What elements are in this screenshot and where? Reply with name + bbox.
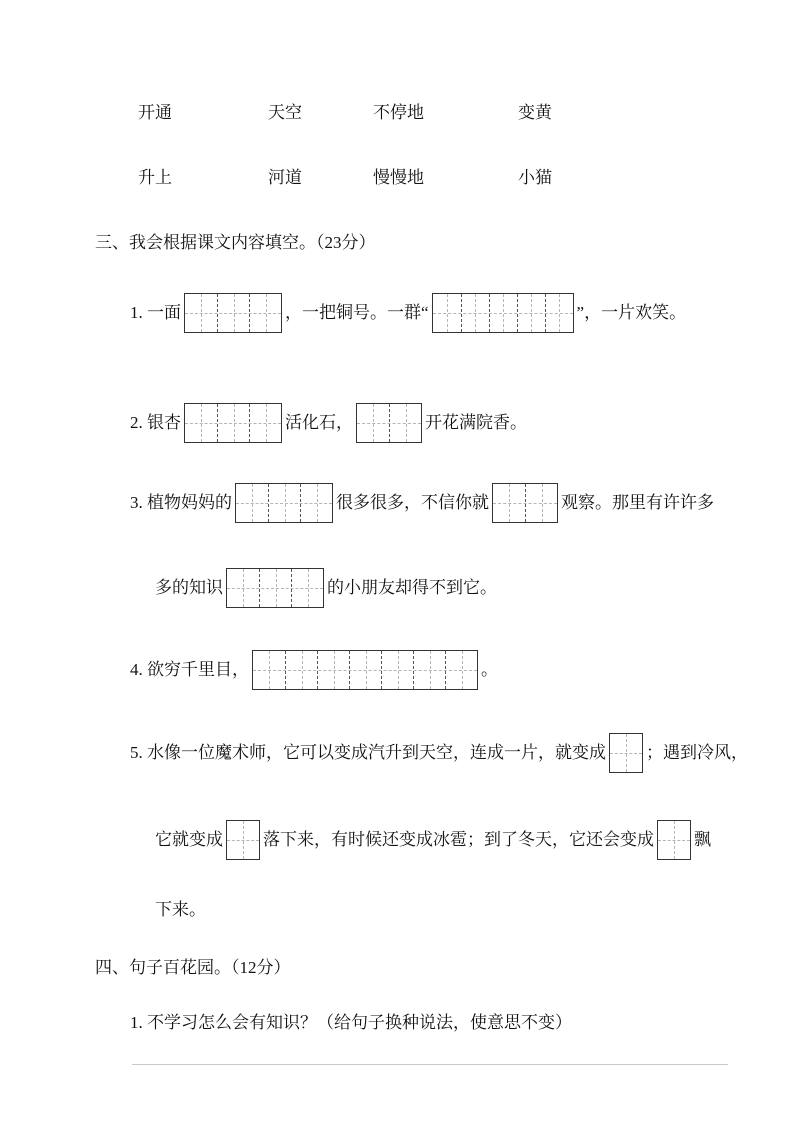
- page-divider: [132, 1064, 728, 1065]
- word: 变黄: [518, 103, 552, 122]
- fill-item-5-line-3: [155, 900, 206, 920]
- word: 开通: [138, 103, 172, 122]
- answer-grid[interactable]: [184, 293, 282, 333]
- section-title: 三、我会根据课文内容填空。（23分）: [95, 233, 376, 252]
- question-text: 活化石，: [285, 412, 353, 432]
- answer-grid[interactable]: [235, 483, 333, 523]
- fill-item-5-line-2: [155, 820, 711, 860]
- question-text: ”，一片欢笑。: [576, 302, 687, 322]
- word: 小猫: [518, 168, 552, 187]
- question-text: 飘: [694, 829, 711, 849]
- question-text: 。: [481, 659, 498, 679]
- word: 慢慢地: [373, 168, 424, 187]
- answer-grid[interactable]: [609, 733, 643, 773]
- question-text: 1. 一面: [130, 302, 181, 322]
- question-text: 它就变成: [155, 829, 223, 849]
- question-text: 5. 水像一位魔术师，它可以变成汽升到天空，连成一片，就变成: [130, 742, 606, 762]
- fill-item-3-line-2: [155, 568, 497, 608]
- question-text: 的小朋友却得不到它。: [327, 577, 497, 597]
- question-text: 很多很多，不信你就: [336, 492, 489, 512]
- question-text: ，一把铜号。一群“: [285, 302, 429, 322]
- answer-grid[interactable]: [226, 568, 324, 608]
- question-text: 4. 欲穷千里目，: [130, 659, 249, 679]
- fill-item-1: [130, 293, 686, 333]
- word-row-1: [138, 103, 552, 123]
- word: 不停地: [373, 103, 424, 122]
- word-row-2: [138, 168, 552, 188]
- question-text: 观察。那里有许许多: [561, 492, 714, 512]
- question-text: 2. 银杏: [130, 412, 181, 432]
- answer-grid[interactable]: [432, 293, 574, 333]
- word: 河道: [268, 168, 302, 187]
- fill-item-3-line-1: [130, 483, 714, 523]
- word: 天空: [268, 103, 302, 122]
- question-text: 下来。: [155, 900, 206, 919]
- answer-grid[interactable]: [492, 483, 558, 523]
- fill-item-4: [130, 650, 498, 690]
- question-text: 开花满院香。: [425, 412, 527, 432]
- answer-grid[interactable]: [356, 403, 422, 443]
- question-text: ；遇到冷风，: [646, 742, 748, 762]
- sentence-item-1: [130, 1013, 572, 1033]
- section3-heading: [95, 233, 376, 253]
- question-text: 3. 植物妈妈的: [130, 492, 232, 512]
- section-title: 四、句子百花园。（12分）: [95, 958, 291, 977]
- question-text: 落下来，有时候还变成冰雹；到了冬天，它还会变成: [263, 829, 654, 849]
- fill-item-5-line-1: [130, 733, 748, 773]
- answer-grid[interactable]: [184, 403, 282, 443]
- answer-grid[interactable]: [657, 820, 691, 860]
- word: 升上: [138, 168, 172, 187]
- answer-grid[interactable]: [226, 820, 260, 860]
- answer-grid[interactable]: [252, 650, 478, 690]
- section4-heading: [95, 958, 291, 978]
- question-text: 多的知识: [155, 577, 223, 597]
- fill-item-2: [130, 403, 527, 443]
- question-text: 1. 不学习怎么会有知识？（给句子换种说法，使意思不变）: [130, 1013, 572, 1032]
